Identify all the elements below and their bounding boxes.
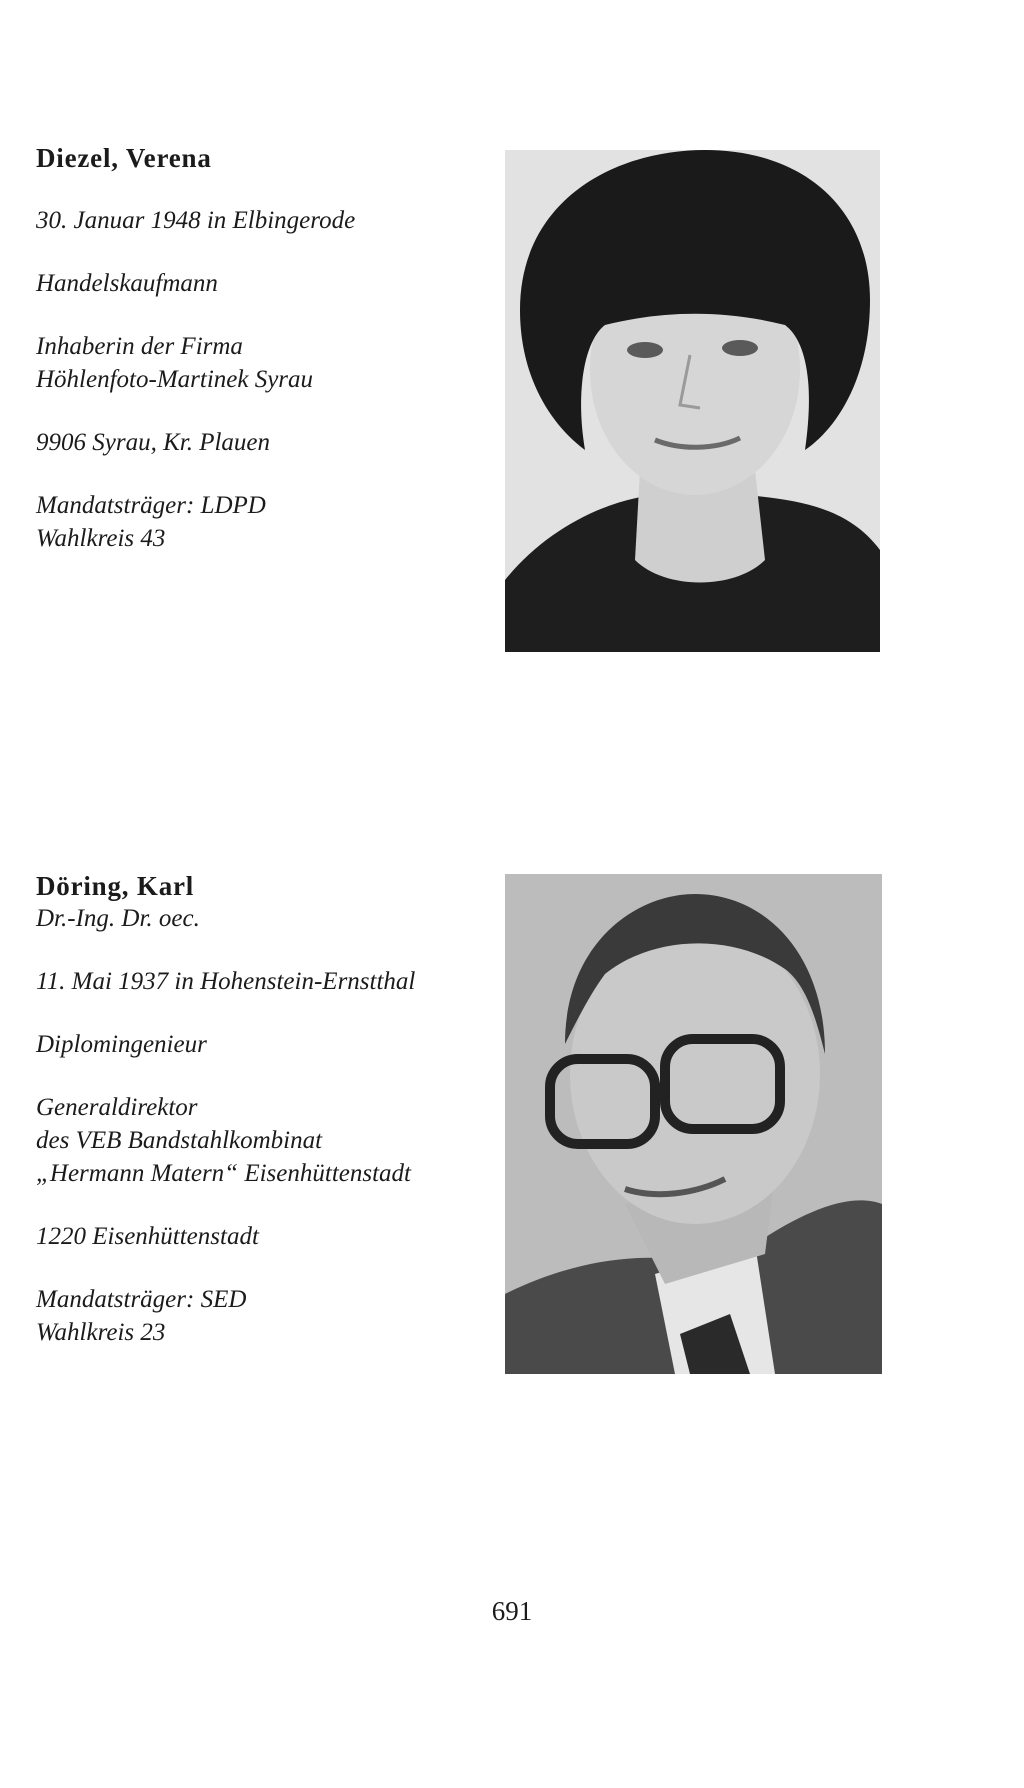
constituency: Wahlkreis 43 (36, 525, 166, 552)
person-name: Döring, Karl (36, 871, 195, 901)
birth-info: 11. Mai 1937 in Hohenstein-Ernstthal (36, 968, 416, 995)
mandate-info (36, 1283, 476, 1349)
biography-entry (36, 142, 476, 555)
mandate: Mandatsträger: LDPD (36, 492, 266, 519)
portrait-man-image (505, 874, 882, 1374)
profession: Handelskaufmann (36, 270, 218, 297)
position-line: Generaldirektor (36, 1094, 198, 1121)
position (36, 1091, 476, 1190)
position-line: des VEB Bandstahlkombinat (36, 1127, 323, 1154)
mandate-info (36, 489, 476, 555)
portrait-photo (505, 874, 882, 1374)
position-line: Höhlenfoto-Martinek Syrau (36, 366, 314, 393)
position (36, 330, 476, 396)
page-number: 691 (491, 1596, 533, 1626)
position-line: Inhaberin der Firma (36, 333, 243, 360)
address: 9906 Syrau, Kr. Plauen (36, 429, 271, 456)
biography-entry (36, 870, 476, 1349)
portrait-woman-image (505, 150, 880, 652)
academic-title: Dr.-Ing. Dr. oec. (36, 905, 200, 932)
position-line: „Hermann Matern“ Eisenhüttenstadt (36, 1160, 411, 1187)
birth-info: 30. Januar 1948 in Elbingerode (36, 207, 356, 234)
person-name: Diezel, Verena (36, 143, 212, 173)
mandate: Mandatsträger: SED (36, 1286, 247, 1313)
constituency: Wahlkreis 23 (36, 1319, 166, 1346)
portrait-photo (505, 150, 880, 652)
profession: Diplomingenieur (36, 1031, 207, 1058)
address: 1220 Eisenhüttenstadt (36, 1223, 259, 1250)
